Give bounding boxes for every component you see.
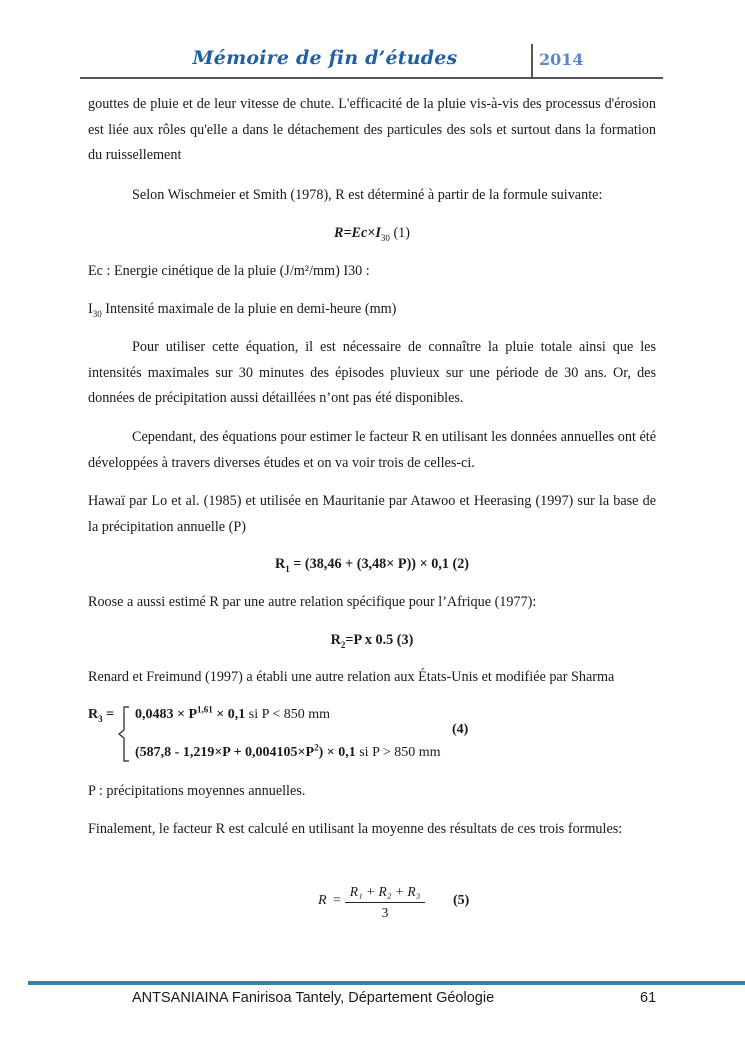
equation-4-case-1 bbox=[135, 704, 331, 723]
equation-4-case-1-condition: si P < 850 mm bbox=[245, 707, 331, 722]
equation-2-sub: 1 bbox=[285, 563, 290, 574]
paragraph-equation-usage: Pour utiliser cette équation, il est nécessaire de connaître la pluie totale ainsi que les intensités maximales sur 30 minutes des épisodes pluvieux sur une période de 30 ans. Or, des données de précipitation aussi détaillées n’ont pas été disponibles. bbox=[88, 339, 656, 406]
paragraph-intro: gouttes de pluie et de leur vitesse de chute. L'efficacité de la pluie vis-à-vis des processus d'érosion est liée aux rôles qu'elle a dans le détachement des particules des sols et surtout dans la formation du ruissellement bbox=[88, 96, 656, 163]
i30-subscript: 30 bbox=[92, 308, 102, 319]
equation-4-number: (4) bbox=[452, 722, 469, 737]
footer-page-number: 61 bbox=[640, 990, 657, 1006]
paragraph-renard: Renard et Freimund (1997) a établi une autre relation aux États-Unis et modifiée par Sharma bbox=[88, 669, 615, 685]
equation-4-label-eq: = bbox=[102, 707, 115, 722]
paragraph-i30-definition bbox=[88, 297, 656, 323]
equation-3-rest: =P x 0.5 (3) bbox=[345, 632, 414, 648]
equation-5-numerator: R₁ + R₂ + R₃ bbox=[349, 884, 421, 899]
paragraph-p-definition: P : précipitations moyennes annuelles. bbox=[88, 783, 306, 799]
paragraph-ec-definition: Ec : Energie cinétique de la pluie (J/m²/mm) I30 : bbox=[88, 263, 370, 279]
equation-1-lhs: R=Ec×I bbox=[333, 225, 381, 241]
equation-4-case-2-condition: si P > 850 mm bbox=[355, 745, 441, 760]
equation-4-case-2-a: (587,8 - 1,219×P + 0,004105×P bbox=[135, 745, 315, 760]
i30-symbol: I bbox=[88, 301, 93, 317]
footer-rule bbox=[28, 981, 745, 985]
equation-3-sub: 2 bbox=[340, 639, 346, 650]
equation-4-case-1-a: 0,0483 × P bbox=[135, 707, 198, 722]
document-header-title: Mémoire de fin d’études bbox=[192, 47, 458, 69]
equation-3-r: R bbox=[330, 632, 341, 648]
equation-5-denominator: 3 bbox=[381, 905, 389, 920]
equation-4-brace bbox=[118, 706, 130, 762]
equation-3 bbox=[88, 628, 656, 654]
equation-4-case-2-sup: 2 bbox=[314, 742, 319, 753]
paragraph-roose: Roose a aussi estimé R par une autre relation spécifique pour l’Afrique (1977): bbox=[88, 594, 537, 610]
paragraph-finally: Finalement, le facteur R est calculé en utilisant la moyenne des résultats de ces trois formules: bbox=[88, 821, 623, 837]
paragraph-hawaii: Hawaï par Lo et al. (1985) et utilisée en Mauritanie par Atawoo et Heerasing (1997) sur la base de la précipitation annuelle (P) bbox=[88, 493, 656, 535]
equation-1 bbox=[88, 221, 656, 247]
i30-text: Intensité maximale de la pluie en demi-heure (mm) bbox=[101, 301, 397, 317]
equation-1-sub: 30 bbox=[380, 232, 390, 243]
header-rule bbox=[80, 77, 663, 79]
equation-2 bbox=[88, 552, 656, 578]
equation-5-lhs: R bbox=[318, 893, 327, 908]
paragraph-annual-data: Cependant, des équations pour estimer le facteur R en utilisant les données annuelles ont été développées à travers diverses études et on va voir trois de celles-ci. bbox=[88, 429, 656, 471]
equation-4-label-r: R bbox=[88, 707, 99, 722]
equation-5-fraction-bar bbox=[345, 902, 425, 903]
equation-4-case-1-b: × 0,1 bbox=[212, 707, 246, 722]
equation-1-number: (1) bbox=[389, 225, 410, 241]
equation-5-number: (5) bbox=[453, 893, 470, 908]
document-header-year: 2014 bbox=[539, 50, 584, 69]
header-divider-vertical bbox=[531, 44, 533, 78]
equation-2-r: R bbox=[274, 556, 286, 572]
paragraph-wischmeier: Selon Wischmeier et Smith (1978), R est déterminé à partir de la formule suivante: bbox=[132, 187, 603, 203]
equation-4-case-2-b: ) × 0,1 bbox=[318, 745, 356, 760]
equation-4-case-1-sup: 1,61 bbox=[197, 704, 213, 715]
footer-author: ANTSANIAINA Fanirisoa Tantely, Département Géologie bbox=[132, 990, 495, 1006]
equation-5-equals: = bbox=[333, 893, 341, 908]
equation-4-case-2 bbox=[135, 742, 441, 761]
equation-2-rest: = (38,46 + (3,48× P)) × 0,1 (2) bbox=[289, 556, 470, 572]
equation-4-label bbox=[88, 707, 114, 723]
equation-4-label-sub: 3 bbox=[98, 713, 103, 724]
